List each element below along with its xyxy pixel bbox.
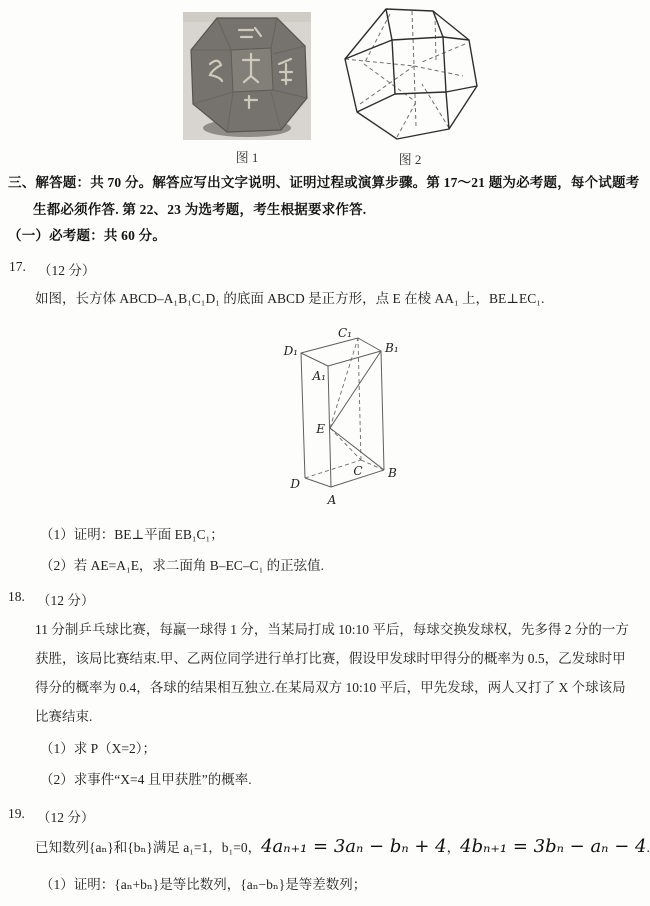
problem19-formula1: 4aₙ₊₁ = 3aₙ − bₙ + 4: [261, 836, 447, 857]
semiregular-polyhedron-drawing: [340, 4, 480, 144]
problem17-statement: 如图，长方体 ABCD–A₁B₁C₁D₁ 的底面 ABCD 是正方形，点 E 在棱 AA₁ 上，BE⊥EC₁.: [35, 291, 545, 306]
label-A: A: [327, 493, 337, 507]
figure2-caption: 图 2: [398, 152, 422, 167]
problem17-number: 17.: [9, 259, 26, 274]
problem18-line4: 比赛结束.: [35, 709, 93, 724]
section-subheading: （一）必考题：共 60 分。: [8, 228, 167, 243]
cuboid-visible-edges: [301, 338, 384, 487]
problem17-part1: （1）证明：BE⊥平面 EB₁C₁；: [40, 527, 224, 542]
hidden-edges: [345, 11, 465, 137]
problem19-formula2: 4bₙ₊₁ = 3bₙ − aₙ − 4: [460, 836, 647, 857]
problem18-line3: 得分的概率为 0.4，各球的结果相互独立.在某局双方 10:10 平后，甲先发球，两人又打了 X 个球该局: [35, 680, 626, 695]
section-heading-line2: 生都必须作答. 第 22、23 为选考题，考生根据要求作答.: [33, 202, 367, 217]
section-heading-line1: 三、解答题：共 70 分。解答应写出文字说明、证明过程或演算步骤。第 17～21 题为必考题，每个试题考: [8, 175, 640, 190]
cuboid-line-art: [278, 328, 443, 510]
problem19-part1: （1）证明：{aₙ+bₙ}是等比数列，{aₙ−bₙ}是等差数列；: [40, 877, 367, 892]
problem19-intro-text: 已知数列{aₙ}和{bₙ}满足 a₁=1，b₁=0，: [35, 840, 262, 855]
label-C: C: [353, 464, 363, 478]
label-C1: C₁: [338, 328, 352, 340]
stone-polyhedron-photo: [183, 12, 311, 140]
problem17-score: （12 分）: [38, 263, 96, 278]
label-B: B: [388, 466, 397, 480]
label-E: E: [316, 422, 325, 436]
problem19-intro-line: [35, 838, 650, 857]
label-D: D: [290, 477, 300, 491]
problem18-part2: （2）求事件“X=4 且甲获胜”的概率.: [40, 772, 252, 787]
problem17-part2: （2）若 AE=A₁E，求二面角 B–EC–C₁ 的正弦值.: [40, 558, 325, 573]
label-D1: D₁: [283, 344, 298, 358]
cuboid-figure: [278, 328, 443, 510]
problem19-separator: ，: [446, 840, 461, 855]
problem18-score: （12 分）: [37, 593, 95, 608]
problem19-number: 19.: [8, 806, 25, 821]
problem19-terminator: .: [646, 840, 650, 855]
problem18-line1: 11 分制乒乓球比赛，每赢一球得 1 分，当某局打成 10:10 平后，每球交换发球权，先多得 2 分的一方: [35, 622, 629, 637]
label-A1: A₁: [312, 369, 326, 383]
cuboid-hidden-edges: [305, 338, 384, 478]
polyhedron-line-art: [340, 4, 480, 144]
figure1-caption: 图 1: [235, 150, 259, 165]
problem18-number: 18.: [8, 589, 25, 604]
label-B1: B₁: [385, 341, 399, 355]
problem18-part1: （1）求 P（X=2）；: [40, 741, 156, 756]
problem19-score: （12 分）: [37, 810, 95, 825]
stone-polyhedron-photo-art: [183, 12, 311, 140]
problem18-line2: 获胜，该局比赛结束.甲、乙两位同学进行单打比赛，假设甲发球时甲得分的概率为 0.5，乙发球时甲: [35, 651, 626, 666]
visible-edges: [345, 9, 477, 139]
